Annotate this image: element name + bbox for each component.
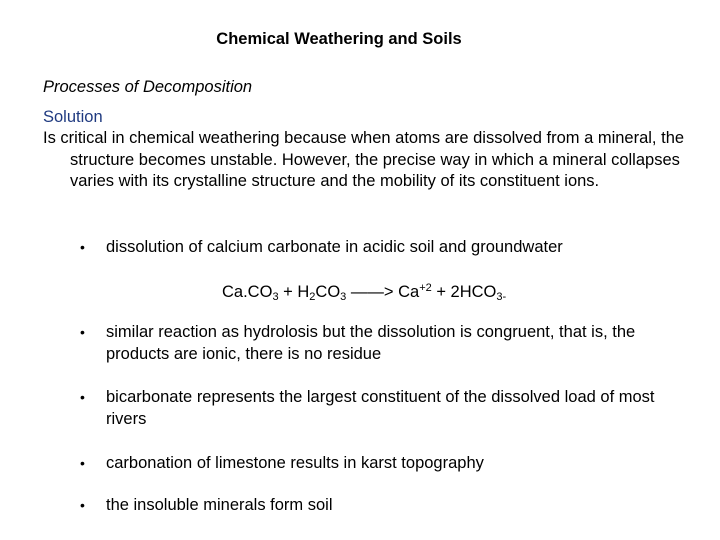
bullet-text: the insoluble minerals form soil <box>106 496 333 514</box>
equation-subscript: 2 <box>309 291 316 303</box>
page-title: Chemical Weathering and Soils <box>216 30 462 48</box>
equation-superscript: +2 <box>419 282 432 294</box>
bullet-icon: • <box>80 455 85 471</box>
topic-heading: Solution <box>43 108 103 126</box>
bullet-text: carbonation of limestone results in karst topography <box>106 454 484 472</box>
bullet-icon: • <box>80 324 85 340</box>
equation-reactant-2: CO <box>315 283 341 301</box>
bullet-text: bicarbonate represents the largest constituent of the dissolved load of most rivers <box>106 388 655 428</box>
equation-subscript: 3 <box>272 291 279 303</box>
intro-paragraph: Is critical in chemical weathering because when atoms are dissolved from a mineral, the structure becomes unstable. However, the precise way in which a mineral collapses varies with its crystalline structure and the mobility of its constituent ions. <box>43 129 685 190</box>
chemical-equation <box>222 281 506 303</box>
bullet-icon: • <box>80 389 85 405</box>
bullet-icon: • <box>80 239 85 255</box>
equation-subscript: 3 <box>340 291 347 303</box>
bullet-text: dissolution of calcium carbonate in acidic soil and groundwater <box>106 238 563 256</box>
equation-product-2: + 2HCO <box>431 283 497 301</box>
equation-plus: + H <box>278 283 310 301</box>
bullet-icon: • <box>80 497 85 513</box>
bullet-text: similar reaction as hydrolosis but the dissolution is congruent, that is, the products are ionic, there is no residue <box>106 323 636 363</box>
equation-subscript: 3- <box>496 291 507 303</box>
equation-reactant-1: Ca.CO <box>222 283 273 301</box>
equation-arrow: ——> <box>346 283 399 301</box>
equation-product-1: Ca <box>398 283 420 301</box>
section-subtitle: Processes of Decomposition <box>43 78 253 96</box>
